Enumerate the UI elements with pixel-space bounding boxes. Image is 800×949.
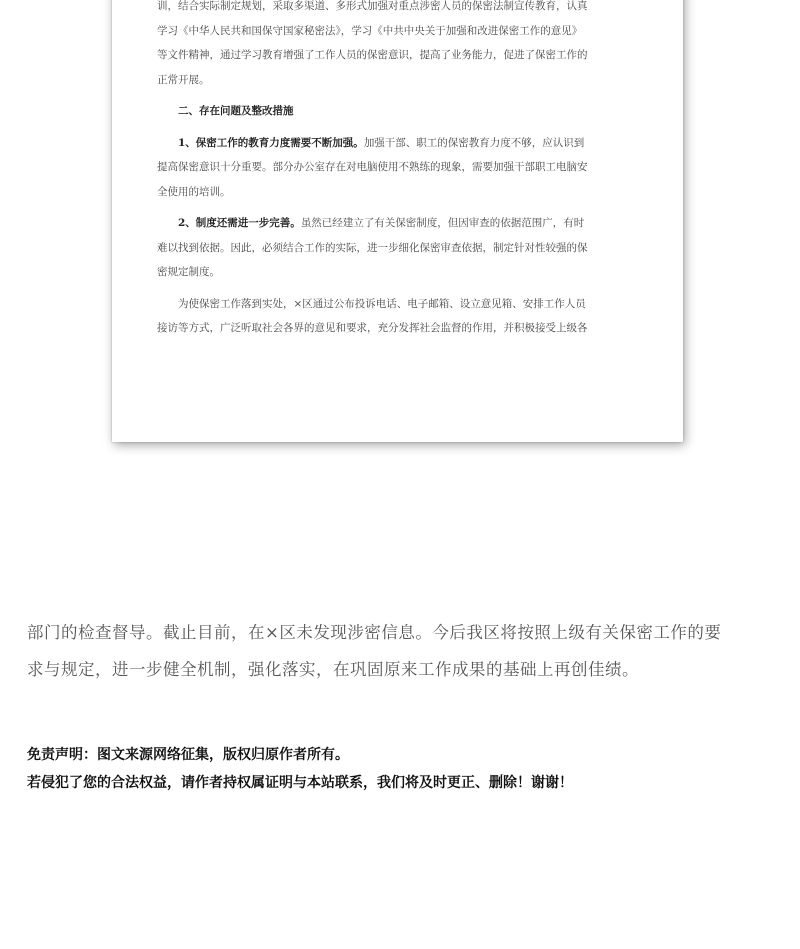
intro-line-3: 等文件精神，通过学习教育增强了工作人员的保密意识，提高了业务能力，促进了保密工作的 (157, 49, 588, 61)
disclaimer (27, 741, 780, 797)
continuation-text (27, 614, 780, 688)
disclaimer-line-2: 若侵犯了您的合法权益，请作者持权属证明与本站联系，我们将及时更正、删除！谢谢！ (27, 775, 573, 791)
item1-line-3: 全使用的培训。 (157, 185, 231, 198)
item2-line-3: 密规定制度。 (157, 266, 220, 278)
item2-first-line-text: 虽然已经建立了有关保密制度，但因审查的依据范围广，有时 (300, 217, 585, 229)
item2-first-line (157, 211, 643, 236)
paragraph-first-line: 为使保密工作落到实处，×区通过公布投诉电话、电子邮箱、设立意见箱、安排工作人员 (178, 297, 586, 310)
intro-line-4: 正常开展。 (157, 73, 210, 86)
document-body (157, 0, 643, 341)
item1-line-2: 提高保密意识十分重要。部分办公室存在对电脑使用不熟练的现象，需要加强干部职工电脑安 (157, 161, 588, 173)
item1-first-line (157, 131, 643, 156)
item2-line-2: 难以找到依据。因此，必须结合工作的实际，进一步细化保密审查依据，制定针对性较强的保 (157, 241, 588, 254)
item2-title: 2、制度还需进一步完善。 (178, 217, 301, 229)
section-heading: 二、存在问题及整改措施 (178, 105, 294, 117)
disclaimer-line-1: 免责声明：图文来源网络征集，版权归原作者所有。 (27, 747, 349, 763)
intro-line-1: 训，结合实际制定规划，采取多渠道、多形式加强对重点涉密人员的保密法制宣传教育，认真 (157, 0, 588, 12)
item1-first-line-text: 加强干部、职工的保密教育力度不够，应认识到 (363, 136, 585, 149)
continuation-line-1: 部门的检查督导。截止目前，在×区未发现涉密信息。今后我区将按照上级有关保密工作的要 (27, 623, 722, 642)
paragraph-line-2: 接访等方式，广泛听取社会各界的意见和要求，充分发挥社会监督的作用，并积极接受上级各 (157, 322, 588, 334)
continuation-line-2: 求与规定，进一步健全机制，强化落实，在巩固原来工作成果的基础上再创佳绩。 (27, 660, 639, 679)
document-page (112, 0, 683, 442)
item1-title: 1、保密工作的教育力度需要不断加强。 (178, 136, 364, 149)
intro-line-2: 学习《中华人民共和国保守国家秘密法》，学习《中共中央关于加强和改进保密工作的意见》 (157, 24, 583, 37)
